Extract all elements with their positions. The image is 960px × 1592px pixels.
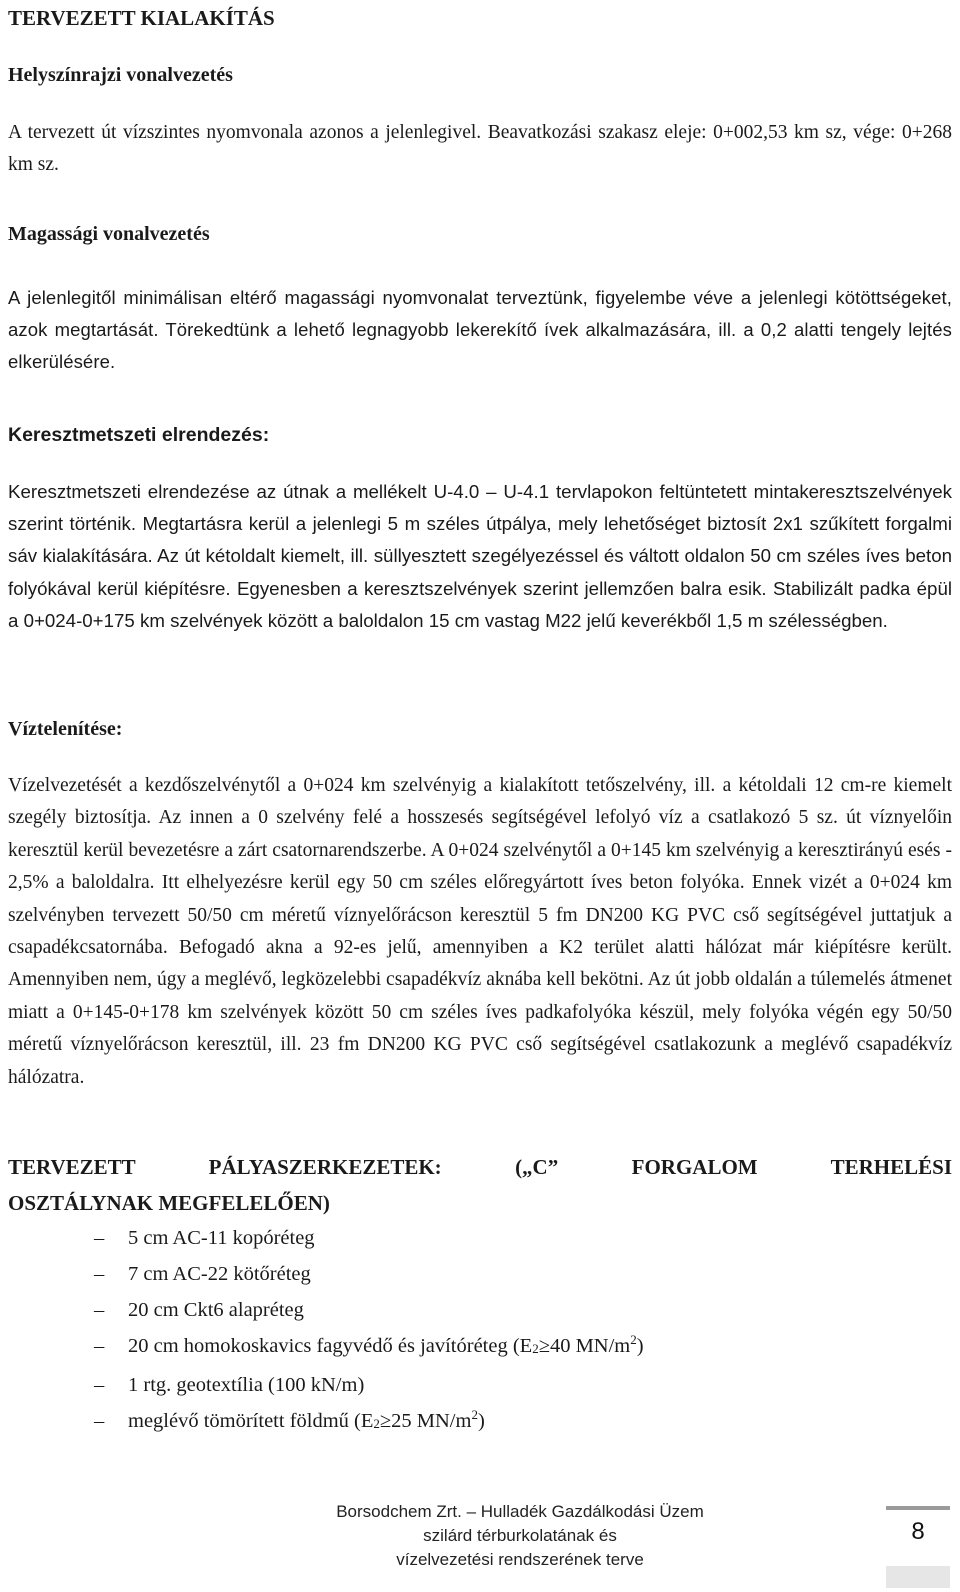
heading-palyaszerkezet-line1: TERVEZETT PÁLYASZERKEZETEK: („C” FORGALOM TERHELÉSI <box>8 1155 952 1179</box>
list-item: – 5 cm AC-11 kopóréteg <box>94 1220 644 1256</box>
footer-line-3: vízelvezetési rendszerének terve <box>396 1550 644 1569</box>
page-number-box <box>886 1502 950 1588</box>
paragraph-keresztmetszeti: Keresztmetszeti elrendezése az útnak a mellékelt U-4.0 – U-4.1 tervlapokon feltüntetett mintakeresztszelvények szerint történik. Megtartásra kerül a jelenlegi 5 m széles útpálya, mely lehetőséget biztosít 2x1 szűkített forgalmi sáv kialakítására. Az út kétoldalt kiemelt, ill. süllyesztett szegélyezéssel és váltott oldalon 50 cm széles íves beton folyókával kerül kiépítésre. Egyenesben a keresztszelvények szerint jellemzően balra esik. Stabilizált padka épül a 0+024-0+175 km szelvények között a baloldalon 15 cm vastag M22 jelű keverékből 1,5 m szélességben. <box>8 481 952 631</box>
paragraph-magassagi: A jelenlegitől minimálisan eltérő magassági nyomvonalat terveztünk, figyelembe véve a jelenlegi kötöttségeket, azok megtartását. Törekedtünk a lehető legnagyobb lekerekítő ívek alkalmazására, ill. a 0,2 alatti tengely lejtés elkerülésére. <box>8 287 952 372</box>
dash-bullet-icon: – <box>94 1263 105 1285</box>
paragraph-helyszinrajz: A tervezett út vízszintes nyomvonala azonos a jelenlegivel. Beavatkozási szakasz eleje: 0+002,53 km sz, vége: 0+268 km sz. <box>8 122 952 175</box>
list-item: – 20 cm Ckt6 alapréteg <box>94 1292 644 1328</box>
list-item: – 1 rtg. geotextília (100 kN/m) <box>94 1367 644 1403</box>
dash-bullet-icon: – <box>94 1335 105 1357</box>
layer-list <box>94 1220 644 1442</box>
heading-viztelenites: Víztelenítése: <box>8 718 123 740</box>
heading-palyaszerkezet-line2: OSZTÁLYNAK MEGFELELŐEN) <box>8 1191 330 1215</box>
list-item: – 7 cm AC-22 kötőréteg <box>94 1256 644 1292</box>
page-number-rule <box>886 1506 950 1510</box>
dash-bullet-icon: – <box>94 1410 105 1432</box>
heading-keresztmetszeti: Keresztmetszeti elrendezés: <box>8 424 270 446</box>
footer-line-1: Borsodchem Zrt. – Hulladék Gazdálkodási Üzem <box>336 1502 704 1521</box>
page-number-shade <box>886 1566 950 1588</box>
list-item: – 20 cm homokoskavics fagyvédő és javítóréteg ($E_2\ge 40$ $MN/m^2$) <box>94 1328 644 1367</box>
paragraph-viztelenites: Vízelvezetését a kezdőszelvénytől a 0+024 km szelvényig a kialakított tetőszelvény, ill. a kétoldali 12 cm-re kiemelt szegély biztosítja. Az innen a 0 szelvény felé a hosszesés segítségével lefolyó víz a csatlakozó 5 sz. út víznyelőin keresztül kerül bevezetésre a zárt csatornarendszerbe. A 0+024 szelvénytől a 0+145 km szelvényig a keresztirányú esés - 2,5% a baloldalra. Itt elhelyezésre kerül egy 50 cm széles előregyártott íves beton folyóka. Ennek vizét a 0+024 km szelvényben tervezett 50/50 cm méretű víznyelőrácson keresztül 5 fm DN200 KG PVC cső segítségével juttatjuk a csapadékcsatornába. Befogadó akna a 92-es jelű, amennyiben a K2 terület alatti hálózat már kiépítésre került. Amennyiben nem, úgy a meglévő, legközelebbi csapadékvíz aknába kell bekötni. Az út jobb oldalán a túlemelés átmenet miatt a 0+145-0+178 km szelvények között 50 cm széles íves padkafolyóka készül, mely folyóka végén egy 50/50 méretű víznyelőrácson keresztül, ill. 23 fm DN200 KG PVC cső segítségével csatlakozunk a meglévő csapadékvíz hálózatra. <box>8 775 952 1088</box>
dash-bullet-icon: – <box>94 1299 105 1321</box>
list-item: – meglévő tömörített földmű ($E_2\ge 25$ $MN/m^2$) <box>94 1403 644 1442</box>
page-number: 8 <box>911 1518 925 1545</box>
page-title: TERVEZETT KIALAKÍTÁS <box>8 6 275 30</box>
document-page <box>8 0 952 1592</box>
heading-helyszinrajz: Helyszínrajzi vonalvezetés <box>8 64 233 86</box>
dash-bullet-icon: – <box>94 1374 105 1396</box>
footer-line-2: szilárd térburkolatának és <box>423 1526 617 1545</box>
page-footer <box>240 1500 800 1572</box>
heading-magassagi: Magassági vonalvezetés <box>8 223 210 245</box>
dash-bullet-icon: – <box>94 1227 105 1249</box>
